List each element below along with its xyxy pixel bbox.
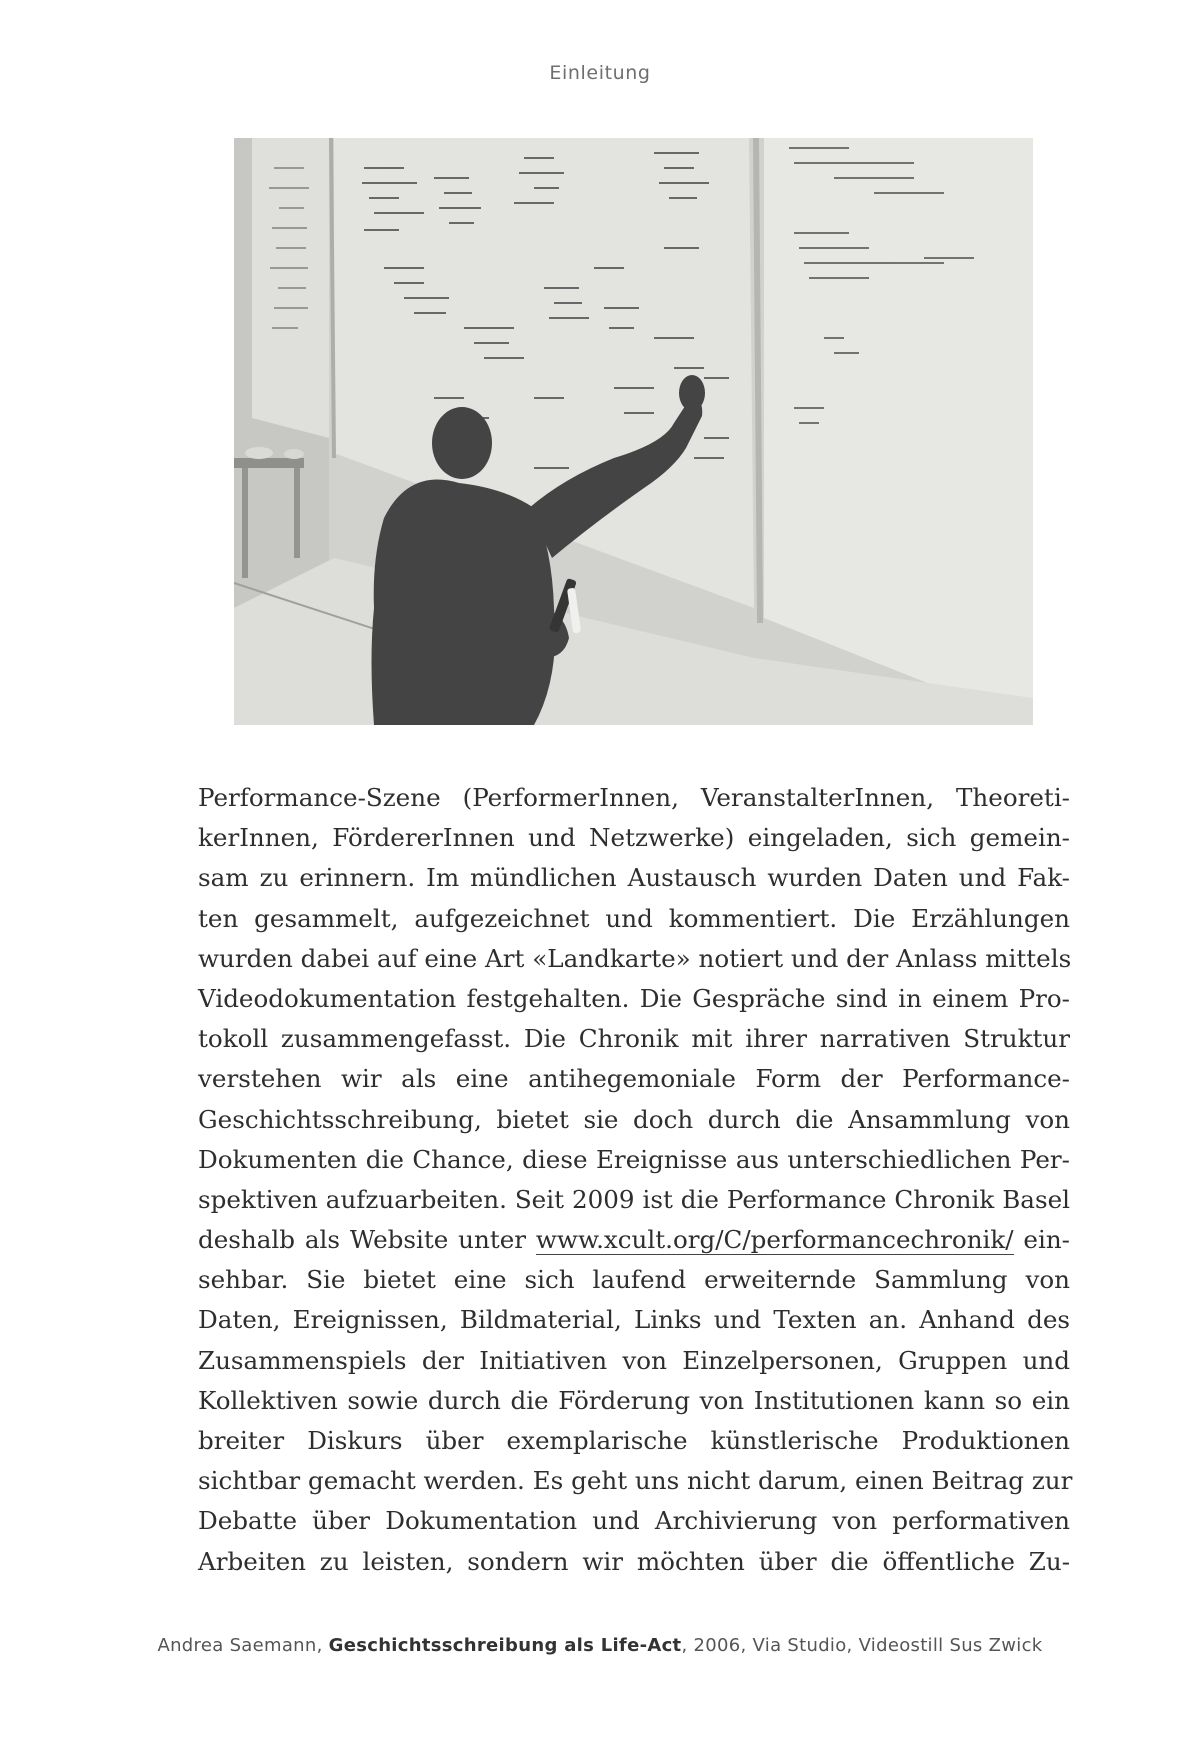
text-line: Zusammenspiels der Initiativen von Einzelpersonen, Gruppen und [198,1345,1070,1375]
text-line: sichtbar gemacht werden. Es geht uns nicht darum, einen Beitrag zur [198,1466,1073,1496]
text-line: Videodokumentation festgehalten. Die Gespräche sind in einem Pro- [198,983,1070,1013]
caption-title: Geschichtsschreibung als Life-Act [328,1635,682,1656]
running-head: Einleitung [549,62,651,84]
text-line: spektiven aufzuarbeiten. Seit 2009 ist die Performance Chronik Basel [198,1184,1070,1214]
text-line: Daten, Ereignissen, Bildmaterial, Links und Texten an. Anhand des [198,1305,1070,1335]
text-line: tokoll zusammengefasst. Die Chronik mit ihrer narrativen Struktur [198,1024,1070,1054]
caption-details: , 2006, Via Studio, Videostill Sus Zwick [681,1635,1043,1656]
text-line: Arbeiten zu leisten, sondern wir möchten über die öffentliche Zu- [198,1546,1070,1576]
text-line: Performance-Szene (PerformerInnen, VeranstalterInnen, Theoreti- [198,783,1070,812]
body-text [198,778,1073,1582]
text-line: sehbar. Sie bietet eine sich laufend erweiternde Sammlung von [198,1265,1070,1295]
text-line: breiter Diskurs über exemplarische künstlerische Produktionen [198,1426,1070,1455]
text-line: sam zu erinnern. Im mündlichen Austausch wurden Daten und Fak- [198,863,1070,893]
figure-photo [234,138,1033,725]
text-line: Kollektiven sowie durch die Förderung von Institutionen kann so ein [198,1385,1070,1415]
text-line-with-link [198,1220,1070,1260]
text-line: wurden dabei auf eine Art «Landkarte» notiert und der Anlass mittels [198,943,1072,973]
photo-image [234,138,1033,725]
text-before-link: deshalb als Website unter [198,1225,536,1255]
text-line: kerInnen, FördererInnen und Netzwerke) eingeladen, sich gemein- [198,823,1070,853]
text-line: Debatte über Dokumentation und Archivierung von performativen [198,1506,1070,1536]
text-line: Geschichtsschreibung, bietet sie doch durch die Ansammlung von [198,1104,1070,1134]
caption-author: Andrea Saemann, [157,1635,329,1656]
text-after-link: ein- [1013,1225,1070,1255]
figure-caption [0,1635,1200,1656]
text-line: Dokumenten die Chance, diese Ereignisse aus unterschiedlichen Per- [198,1144,1070,1174]
text-line: verstehen wir als eine antihegemoniale Form der Performance- [198,1064,1070,1094]
website-link[interactable]: www.xcult.org/C/performancechronik/ [535,1225,1014,1255]
text-line: ten gesammelt, aufgezeichnet und kommentiert. Die Erzählungen [198,903,1070,933]
